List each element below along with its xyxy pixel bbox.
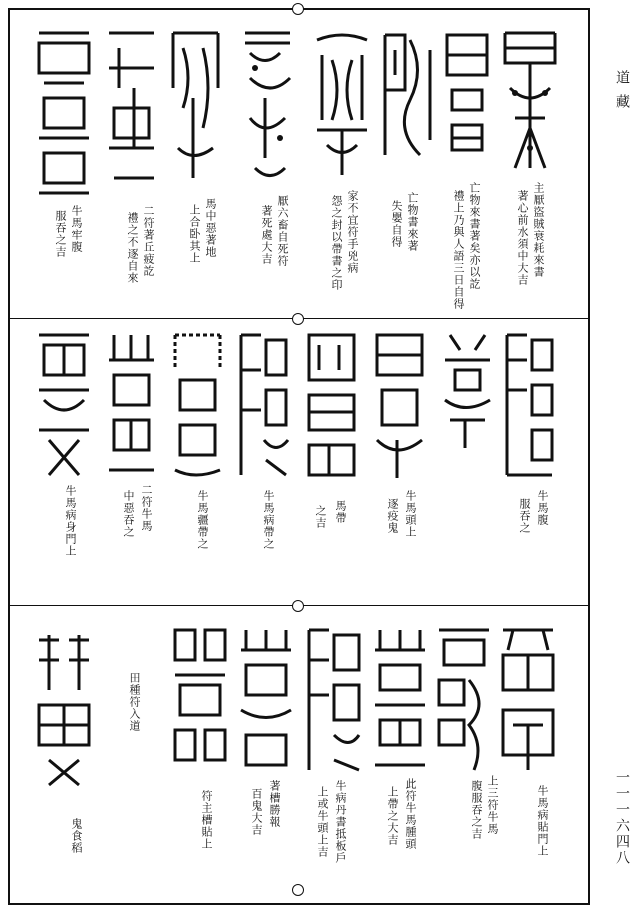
caption: 牛馬疆帶之 bbox=[196, 490, 209, 550]
talisman-seal-icon bbox=[34, 630, 94, 790]
caption: 此符牛馬腫頭 bbox=[404, 778, 417, 850]
talisman-seal-icon bbox=[500, 28, 560, 178]
talisman-seal-icon bbox=[434, 625, 494, 775]
caption: 上或牛頭上吉 bbox=[316, 786, 329, 858]
caption: 亡物來書著矣亦以訖 bbox=[468, 182, 481, 290]
binding-hole-icon bbox=[292, 313, 304, 325]
talisman-seal-icon bbox=[304, 330, 359, 480]
talisman-seal-icon bbox=[236, 330, 291, 480]
talisman-seal-icon bbox=[502, 330, 557, 480]
caption: 牛馬腹 bbox=[536, 490, 549, 526]
caption: 二符著丘疲訖 bbox=[142, 205, 155, 277]
caption: 主厭盜賊衰耗來書 bbox=[532, 182, 545, 278]
caption: 百鬼大吉 bbox=[250, 788, 263, 836]
caption: 禮上乃與人語三日自得 bbox=[452, 190, 465, 310]
caption: 上三符牛馬 bbox=[486, 775, 499, 835]
caption: 馬中惡著地 bbox=[204, 198, 217, 258]
caption: 服吞之吉 bbox=[54, 210, 67, 258]
caption: 田種符入道 bbox=[128, 672, 141, 732]
talisman-seal-icon bbox=[34, 28, 94, 198]
caption: 著心前水須中大吉 bbox=[516, 190, 529, 286]
caption: 鬼食稻 bbox=[70, 818, 83, 854]
caption: 符主槽貼上 bbox=[200, 790, 213, 850]
talisman-seal-icon bbox=[236, 625, 296, 775]
caption: 牛馬病帶之 bbox=[262, 490, 275, 550]
talisman-seal-icon bbox=[440, 330, 495, 450]
caption: 著槽勝報 bbox=[268, 780, 281, 828]
caption: 中惡吞之 bbox=[122, 490, 135, 538]
binding-hole-icon bbox=[292, 884, 304, 896]
caption: 腹服吞之吉 bbox=[470, 780, 483, 840]
talisman-seal-icon bbox=[304, 625, 364, 775]
caption: 牛馬病身門上 bbox=[64, 485, 77, 557]
caption: 家不宜符手兇病 bbox=[346, 190, 359, 274]
talisman-seal-icon bbox=[34, 330, 94, 480]
talisman-seal-icon bbox=[370, 625, 430, 775]
caption: 之吉 bbox=[314, 505, 327, 529]
talisman-seal-icon bbox=[104, 330, 159, 480]
talisman-seal-icon bbox=[170, 330, 225, 480]
caption: 牛病丹書抵板戶 bbox=[334, 780, 347, 864]
caption: 失嬰自得 bbox=[390, 200, 403, 248]
page-number: 一一一六四八 bbox=[614, 770, 630, 866]
talisman-seal-icon bbox=[442, 30, 492, 160]
binding-hole-icon bbox=[292, 600, 304, 612]
caption: 著死處大吉 bbox=[260, 205, 273, 265]
caption: 禮之不逐自來 bbox=[126, 212, 139, 284]
caption: 亡物書來著 bbox=[406, 192, 419, 252]
caption: 牛馬病貼門上 bbox=[536, 785, 549, 857]
caption: 怨之封以帶書之印 bbox=[330, 195, 343, 291]
caption: 上帶之大吉 bbox=[386, 786, 399, 846]
caption: 馬帶 bbox=[334, 500, 347, 524]
caption: 牛馬頭上 bbox=[404, 490, 417, 538]
caption: 上合卧其上 bbox=[188, 204, 201, 264]
talisman-seal-icon bbox=[104, 28, 159, 193]
caption: 逐疫鬼 bbox=[386, 498, 399, 534]
binding-hole-icon bbox=[292, 3, 304, 15]
caption: 牛馬牢腹 bbox=[70, 205, 83, 253]
caption: 二符牛馬 bbox=[140, 484, 153, 532]
talisman-seal-icon bbox=[168, 28, 223, 188]
talisman-seal-icon bbox=[312, 30, 372, 180]
talisman-seal-icon bbox=[380, 30, 435, 160]
caption: 厭六畜自死符 bbox=[276, 195, 289, 267]
talisman-seal-icon bbox=[498, 625, 558, 775]
book-title: 道藏 bbox=[614, 70, 630, 118]
talisman-seal-icon bbox=[372, 330, 427, 480]
talisman-seal-icon bbox=[240, 28, 295, 188]
talisman-seal-icon bbox=[170, 625, 230, 775]
caption: 服吞之 bbox=[518, 498, 531, 534]
